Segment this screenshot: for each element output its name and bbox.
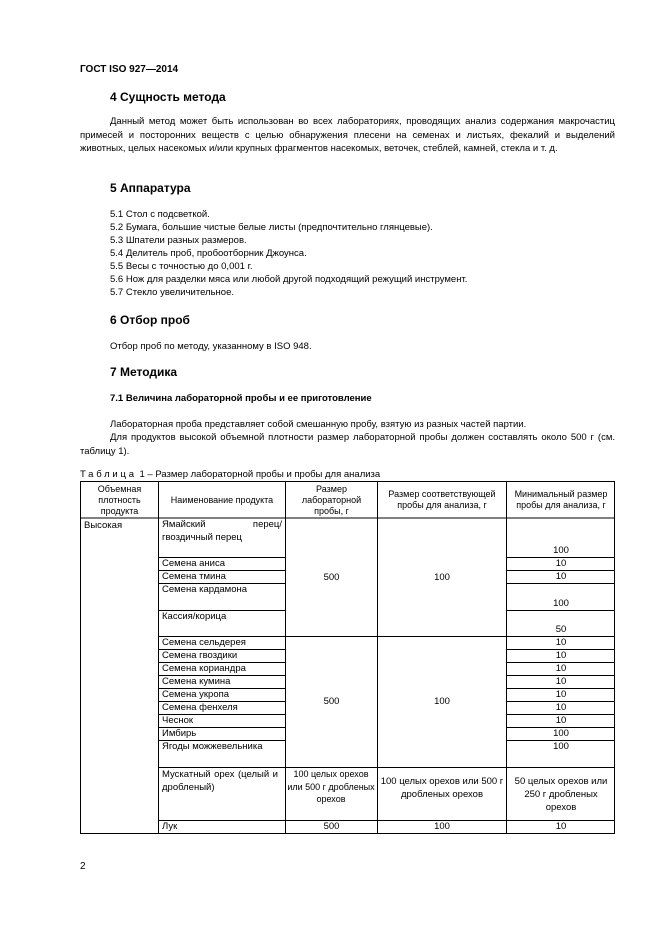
header-density: Объемная плотность продукта [97,483,142,516]
product-name: Семена кардамона [162,584,248,595]
header-analysis-sample-size: Размер соответствующей пробы для анализа, г [388,489,496,510]
apparatus-item: 5.2 Бумага, большие чистые белые листы (предпочтительно глянцевые). [110,222,433,233]
apparatus-item: 5.7 Стекло увеличительное. [110,287,234,298]
table-caption [80,469,380,480]
product-name: Кассия/корица [162,611,227,622]
min-size: 100 [553,545,569,556]
section-5-title: 5 Аппаратура [110,181,191,195]
section-7-1-title: 7.1 Величина лабораторной пробы и ее приготовление [110,393,372,404]
analysis-sample-size: 100 целых орехов или 500 г дробленых орехов [380,776,504,800]
section-6-title: 6 Отбор проб [110,313,190,327]
apparatus-item: 5.3 Шпатели разных размеров. [110,235,247,246]
min-size: 10 [555,821,567,832]
table-caption-word: Таблица [80,469,137,480]
analysis-sample-size: 100 [434,572,450,583]
product-name: Ямайский перец/гвоздичный перец [162,519,282,543]
min-size: 10 [555,637,567,648]
header-lab-sample-size: Размер лабораторной пробы, г [301,483,362,516]
min-size: 100 [553,598,569,609]
product-name: Семена кумина [162,676,231,687]
product-name: Чеснок [162,715,194,726]
min-size: 10 [555,663,567,674]
section-7-title: 7 Методика [110,365,178,379]
section-7-para-1: Лабораторная проба представляет собой смешанную пробу, взятую из разных частей партии. [110,419,527,430]
analysis-sample-size: 100 [434,821,450,832]
product-name: Семена укропа [162,689,230,700]
min-size: 10 [555,558,567,569]
lab-sample-size: 100 целых орехов или 500 г дробленых орехов [287,769,375,804]
min-size: 100 [553,741,569,752]
lab-sample-size: 500 [323,572,340,583]
product-name: Семена сельдерея [162,637,246,648]
section-4-title: 4 Сущность метода [110,90,226,104]
product-name: Мускатный орех (целый и дробленый) [162,769,278,793]
product-name: Семена тмина [162,571,226,582]
min-size: 50 [555,624,567,635]
product-name: Семена аниса [162,558,225,569]
section-7-para-2: Для продуктов высокой объемной плотности размер лабораторной пробы должен составлять около 500 г (см. таблицу 1). [80,432,615,457]
min-size: 10 [555,689,567,700]
lab-sample-size: 500 [323,696,340,707]
standard-code: ГОСТ ISO 927—2014 [80,64,179,75]
lab-sample-size: 500 [323,821,340,832]
product-name: Семена гвоздики [162,650,238,661]
header-product-name: Наименование продукта [170,494,274,505]
density-value: Высокая [84,520,123,531]
analysis-sample-size: 100 [434,696,450,707]
min-size: 10 [555,571,567,582]
section-6-text: Отбор проб по методу, указанному в ISO 948. [110,341,312,352]
min-size: 10 [555,715,567,726]
section-4-text: Данный метод может быть использован во всех лабораториях, проводящих анализ содержания макрочастиц примесей и посторонних веществ с целью обнаружения плесени на семенах и листьях, фекалий и выделений животных, целых насекомых и/или крупных фрагментов насекомых, веточек, стеблей, камней, стекла и т. д. [80,116,615,154]
apparatus-item: 5.6 Нож для разделки мяса или любой другой подходящий режущий инструмент. [110,274,468,285]
min-size: 10 [555,702,567,713]
min-size: 10 [555,650,567,661]
page-number: 2 [80,861,86,872]
product-name: Семена фенхеля [162,702,238,713]
apparatus-item: 5.5 Весы с точностью до 0,001 г. [110,261,253,272]
table-caption-text: 1 – Размер лабораторной пробы и пробы для анализа [139,469,381,480]
product-name: Имбирь [162,728,197,739]
min-size: 50 целых орехов или 250 г дробленых орехов [514,776,608,813]
apparatus-item: 5.1 Стол с подсветкой. [110,209,210,220]
apparatus-item: 5.4 Делитель проб, пробоотборник Джоунса. [110,248,307,259]
header-min-analysis-size: Минимальный размер пробы для анализа, г [514,489,608,510]
sample-size-table [80,481,615,834]
product-name: Ягоды можжевельника [162,741,263,752]
min-size: 10 [555,676,567,687]
min-size: 100 [553,728,569,739]
product-name: Семена кориандра [162,663,246,674]
product-name: Лук [162,821,178,832]
